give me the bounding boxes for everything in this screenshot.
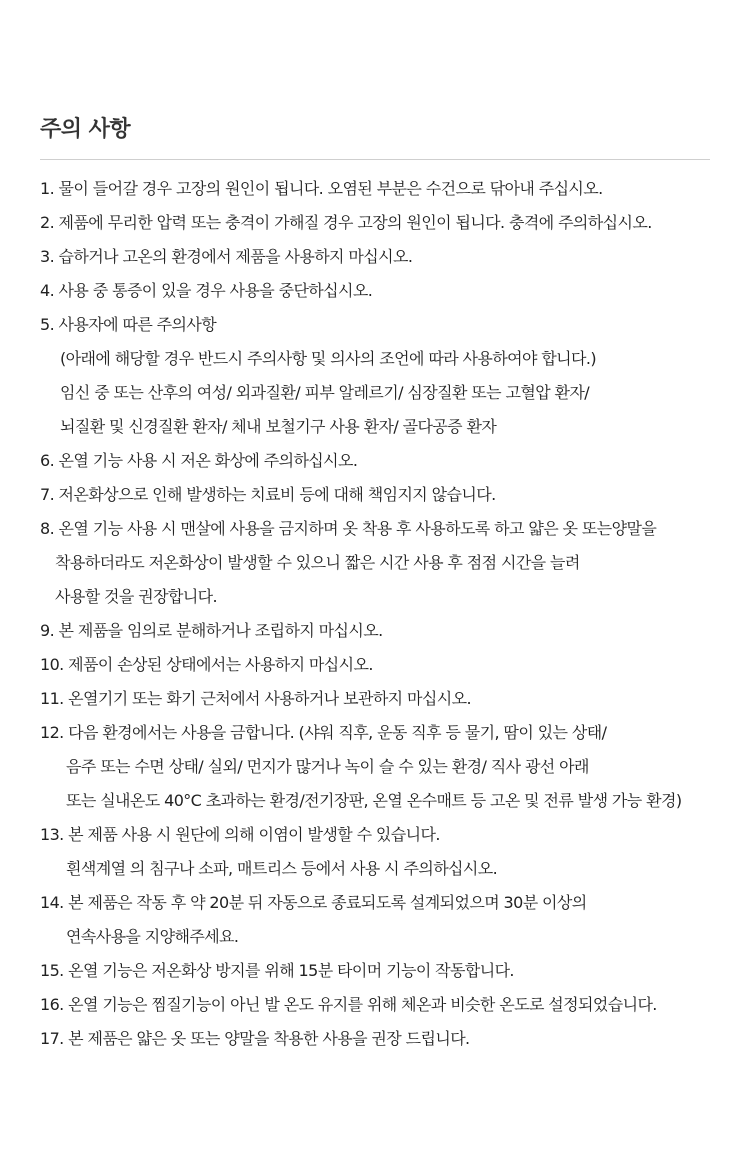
caution-list [40, 172, 730, 1056]
caution-item-14: 14. 본 제품은 작동 후 약 20분 뒤 자동으로 종료되도록 설계되었으며 30분 이상의 [40, 893, 587, 912]
caution-item-8: 8. 온열 기능 사용 시 맨살에 사용을 금지하며 옷 착용 후 사용하도록 하고 얇은 옷 또는양말을 [40, 519, 657, 538]
caution-item-1: 1. 물이 들어갈 경우 고장의 원인이 됩니다. 오염된 부분은 수건으로 닦아내 주십시오. [40, 179, 603, 198]
caution-item-14-cont: 연속사용을 지양해주세요. [66, 927, 239, 946]
caution-item-2: 2. 제품에 무리한 압력 또는 충격이 가해질 경우 고장의 원인이 됩니다. 충격에 주의하십시오. [40, 213, 652, 232]
page-title: 주의 사항 [40, 117, 131, 142]
caution-item-10: 10. 제품이 손상된 상태에서는 사용하지 마십시오. [40, 655, 373, 674]
caution-item-17: 17. 본 제품은 얇은 옷 또는 양말을 착용한 사용을 권장 드립니다. [40, 1029, 470, 1048]
caution-item-4: 4. 사용 중 통증이 있을 경우 사용을 중단하십시오. [40, 281, 373, 300]
caution-item-13-cont: 흰색계열 의 침구나 소파, 매트리스 등에서 사용 시 주의하십시오. [66, 859, 498, 878]
caution-item-5-note: (아래에 해당할 경우 반드시 주의사항 및 의사의 조언에 따라 사용하여야 합니다.) [60, 349, 597, 368]
caution-item-9: 9. 본 제품을 임의로 분해하거나 조립하지 마십시오. [40, 621, 383, 640]
caution-item-5-detail-2: 뇌질환 및 신경질환 환자/ 체내 보철기구 사용 환자/ 골다공증 환자 [60, 417, 497, 436]
caution-item-11: 11. 온열기기 또는 화기 근처에서 사용하거나 보관하지 마십시오. [40, 689, 471, 708]
caution-item-12: 12. 다음 환경에서는 사용을 금합니다. (샤워 직후, 운동 직후 등 물기, 땀이 있는 상태/ [40, 723, 607, 742]
caution-item-15: 15. 온열 기능은 저온화상 방지를 위해 15분 타이머 기능이 작동합니다. [40, 961, 514, 980]
caution-item-6: 6. 온열 기능 사용 시 저온 화상에 주의하십시오. [40, 451, 358, 470]
caution-item-3: 3. 습하거나 고온의 환경에서 제품을 사용하지 마십시오. [40, 247, 413, 266]
caution-item-16: 16. 온열 기능은 찜질기능이 아닌 발 온도 유지를 위해 체온과 비슷한 온도로 설정되었습니다. [40, 995, 657, 1014]
caution-item-8-cont-1: 착용하더라도 저온화상이 발생할 수 있으니 짧은 시간 사용 후 점점 시간을 늘려 [55, 553, 580, 572]
caution-item-12-cont-2: 또는 실내온도 40°C 초과하는 환경/전기장판, 온열 온수매트 등 고온 및 전류 발생 가능 환경) [66, 791, 682, 810]
caution-item-12-cont-1: 음주 또는 수면 상태/ 실외/ 먼지가 많거나 녹이 슬 수 있는 환경/ 직사 광선 아래 [66, 757, 589, 776]
caution-item-8-cont-2: 사용할 것을 권장합니다. [55, 587, 218, 606]
caution-item-5-detail-1: 임신 중 또는 산후의 여성/ 외과질환/ 피부 알레르기/ 심장질환 또는 고혈압 환자/ [60, 383, 590, 402]
caution-item-5: 5. 사용자에 따른 주의사항 [40, 315, 217, 334]
title-divider [40, 159, 710, 160]
caution-item-13: 13. 본 제품 사용 시 원단에 의해 이염이 발생할 수 있습니다. [40, 825, 440, 844]
caution-item-7: 7. 저온화상으로 인해 발생하는 치료비 등에 대해 책임지지 않습니다. [40, 485, 496, 504]
